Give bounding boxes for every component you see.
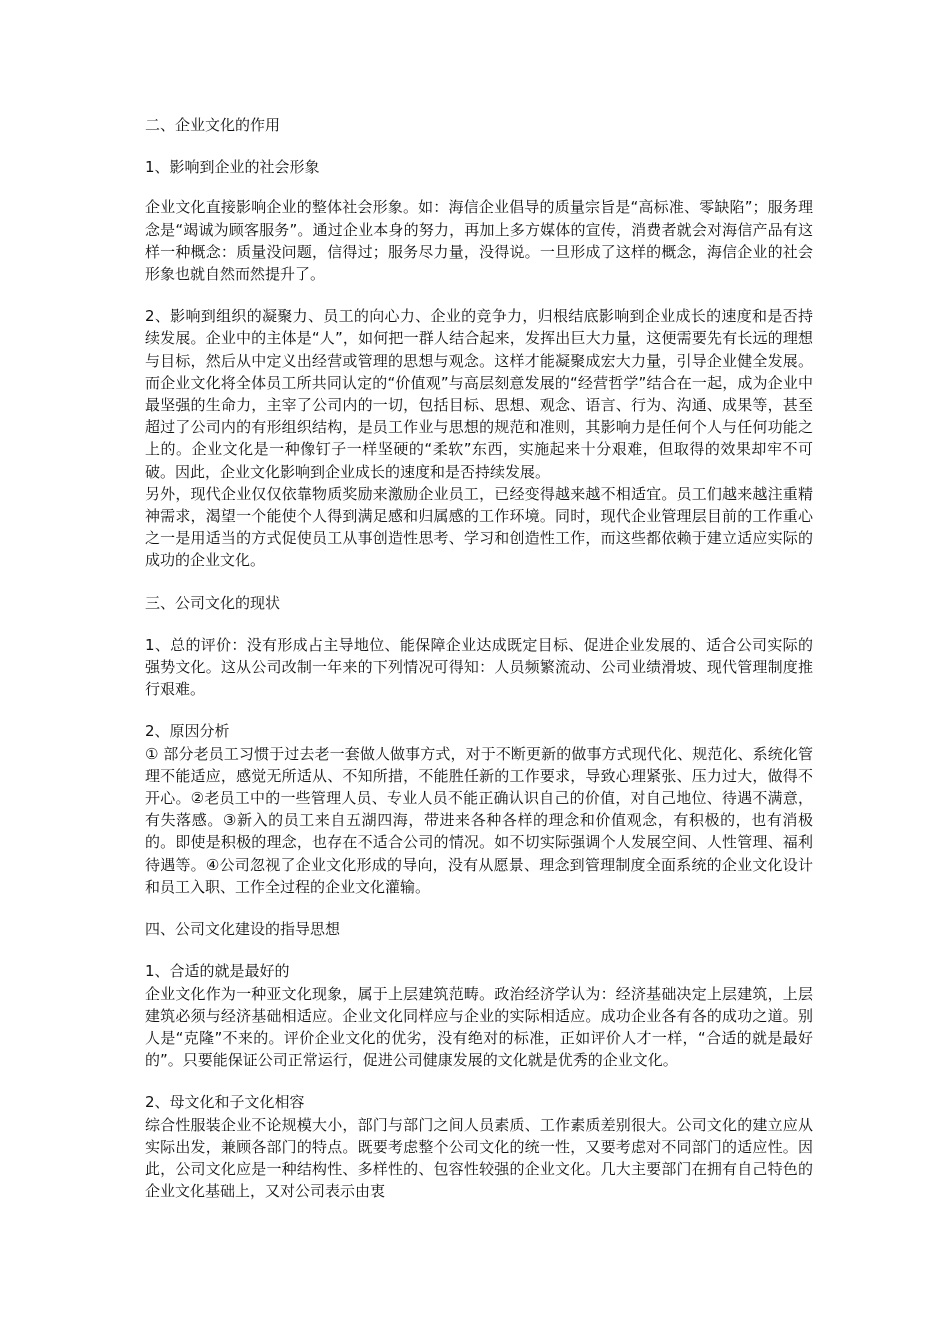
paragraph-cohesion: 2、影响到组织的凝聚力、员工的向心力、企业的竞争力，归根结底影响到企业成长的速度和是否持续发展。企业中的主体是“人”，如何把一群人结合起来，发挥出巨大力量，这便需要先有长远的理想与目标，然后从中定义出经营或管理的思想与观念。这样才能凝聚成宏大力量，引导企业健全发展。而企业文化将全体员工所共同认定的“价值观”与高层刻意发展的“经营哲学”结合在一起，成为企业中最坚强的生命力，主宰了公司内的一切，包括目标、思想、观念、语言、行为、沟通、成果等，甚至超过了公司内的有形组织结构，是员工作业与思想的规范和准则，其影响力是任何个人与任何功能之上的。企业文化是一种像钉子一样坚硬的“柔软”东西，实施起来十分艰难，但取得的效果却牢不可破。因此，企业文化影响到企业成长的速度和是否持续发展。 xyxy=(145,307,813,481)
paragraph-parent-child-culture: 综合性服装企业不论规模大小，部门与部门之间人员素质、工作素质差别很大。公司文化的建立应从实际出发，兼顾各部门的特点。既要考虑整个公司文化的统一性，又要考虑对不同部门的适应性。因此，公司文化应是一种结构性、多样性的、包容性较强的企业文化。几大主要部门在拥有自己特色的企业文化基础上，又对公司表示由衷 xyxy=(145,1115,813,1201)
section-heading-4: 四、公司文化建设的指导思想 xyxy=(145,920,341,939)
section-heading-2: 二、企业文化的作用 xyxy=(145,116,281,134)
subheading-fit-is-best: 1、合适的就是最好的 xyxy=(145,962,290,981)
paragraph-overall-evaluation: 1、总的评价：没有形成占主导地位、能保障企业达成既定目标、促进企业发展的、适合公司实际的强势文化。这从公司改制一年来的下列情况可得知：人员频繁流动、公司业绩滑坡、现代管理制度推行艰难。 xyxy=(145,635,813,699)
subheading-parent-child-culture: 2、母文化和子文化相容 xyxy=(145,1093,305,1112)
paragraph-social-image: 企业文化直接影响企业的整体社会形象。如：海信企业倡导的质量宗旨是“高标准、零缺陷”；服务理念是“竭诚为顾客服务”。通过企业本身的努力，再加上多方媒体的宣传，消费者就会对海信产品有这样一种概念：质量没问题，信得过；服务尽力量，没得说。一旦形成了这样的概念，海信企业的社会形象也就自然而然提升了。 xyxy=(145,198,813,284)
subheading-cause-analysis: 2、原因分析 xyxy=(145,722,230,741)
section-heading-3: 三、公司文化的现状 xyxy=(145,593,281,612)
subheading-social-image: 1、影响到企业的社会形象 xyxy=(145,158,320,177)
paragraph-cause-analysis: ① 部分老员工习惯于过去老一套做人做事方式，对于不断更新的做事方式现代化、规范化、系统化管理不能适应，感觉无所适从、不知所措，不能胜任新的工作要求，导致心理紧张、压力过大，做得不开心。②老员工中的一些管理人员、专业人员不能正确认识自己的价值，对自己地位、待遇不满意，有失落感。③新入的员工来自五湖四海，带进来各种各样的理念和价值观念，有积极的，也有消极的。即使是积极的理念，也存在不适合公司的情况。如不切实际强调个人发展空间、人性管理、福利待遇等。④公司忽视了企业文化形成的导向，没有从愿景、理念到管理制度全面系统的企业文化设计和员工入职、工作全过程的企业文化灌输。 xyxy=(145,744,813,896)
paragraph-fit-is-best: 企业文化作为一种亚文化现象，属于上层建筑范畴。政治经济学认为：经济基础决定上层建筑，上层建筑必须与经济基础相适应。企业文化同样应与企业的实际相适应。成功企业各有各的成功之道。别人是“克隆”不来的。评价企业文化的优劣，没有绝对的标准，正如评价人才一样，“合适的就是最好的”。只要能保证公司正常运行，促进公司健康发展的文化就是优秀的企业文化。 xyxy=(145,984,813,1070)
document-page xyxy=(145,114,813,1202)
paragraph-motivation: 另外，现代企业仅仅依靠物质奖励来激励企业员工，已经变得越来越不相适宜。员工们越来越注重精神需求，渴望一个能使个人得到满足感和归属感的工作环境。同时，现代企业管理层目前的工作重心之一是用适当的方式促使员工从事创造性思考、学习和创造性工作，而这些都依赖于建立适应实际的成功的企业文化。 xyxy=(145,484,813,570)
